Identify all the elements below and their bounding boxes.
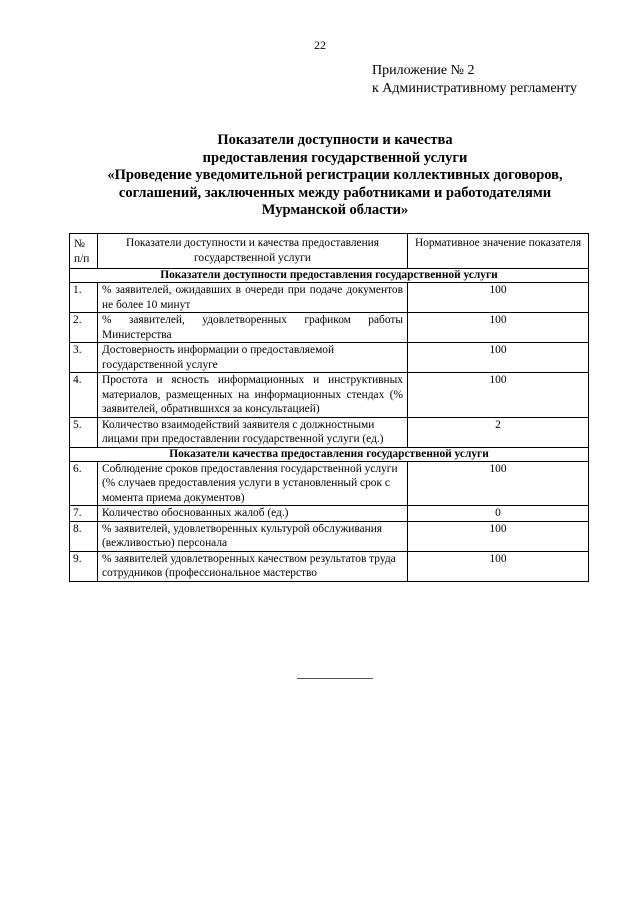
table-row — [70, 373, 589, 418]
row-number: 6. — [70, 461, 98, 506]
row-indicator: Соблюдение сроков предоставления государственной услуги (% случаев предоставления услуги в установленный срок с момента приема документов) — [98, 461, 408, 506]
row-indicator: Количество обоснованных жалоб (ед.) — [98, 506, 408, 522]
table-header-row — [70, 234, 589, 269]
appendix-line-1: Приложение № 2 — [372, 63, 475, 78]
title-line-3: «Проведение уведомительной регистрации коллективных договоров, — [107, 167, 563, 183]
header-normative-value: Нормативное значение показателя — [408, 234, 589, 269]
section-title: Показатели качества предоставления государственной услуги — [70, 447, 589, 461]
row-indicator: % заявителей, удовлетворенных графиком работы Министерства — [98, 313, 408, 343]
table-row — [70, 313, 589, 343]
table-row — [70, 417, 589, 447]
page-number: 22 — [314, 38, 326, 52]
row-number: 2. — [70, 313, 98, 343]
title-line-4: соглашений, заключенных между работниками и работодателями — [118, 184, 552, 201]
header-indicator-name: Показатели доступности и качества предоставления государственной услуги — [98, 234, 408, 269]
row-value: 100 — [408, 283, 589, 313]
row-number: 9. — [70, 551, 98, 581]
row-value: 0 — [408, 506, 589, 522]
appendix-line-2: к Административному регламенту — [372, 81, 577, 96]
title-line-1: Показатели доступности и качества — [217, 132, 453, 148]
appendix-note — [372, 62, 577, 98]
row-value: 100 — [408, 313, 589, 343]
table-row — [70, 283, 589, 313]
title-line-5: Мурманской области» — [261, 202, 409, 218]
row-number: 1. — [70, 283, 98, 313]
header-num: № п/п — [70, 234, 98, 269]
end-rule — [297, 678, 373, 679]
row-value: 100 — [408, 343, 589, 373]
row-indicator: Количество взаимодействий заявителя с должностными лицами при предоставлении государственной услуги (ед.) — [98, 417, 408, 447]
row-indicator: % заявителей удовлетворенных качеством результатов труда сотрудников (профессиональное мастерство — [98, 551, 408, 581]
row-number: 5. — [70, 417, 98, 447]
section-row-quality — [70, 447, 589, 461]
document-title — [70, 132, 600, 220]
row-number: 8. — [70, 521, 98, 551]
table-row — [70, 521, 589, 551]
row-value: 100 — [408, 521, 589, 551]
row-indicator: Достоверность информации о предоставляемой государственной услуге — [98, 343, 408, 373]
indicators-table — [69, 233, 589, 582]
section-row-accessibility — [70, 269, 589, 283]
table-row — [70, 551, 589, 581]
table-row — [70, 343, 589, 373]
table-row — [70, 506, 589, 522]
row-value: 100 — [408, 373, 589, 418]
row-number: 4. — [70, 373, 98, 418]
section-title: Показатели доступности предоставления государственной услуги — [70, 269, 589, 283]
row-number: 7. — [70, 506, 98, 522]
row-indicator: % заявителей, ожидавших в очереди при подаче документов не более 10 минут — [98, 283, 408, 313]
table-row — [70, 461, 589, 506]
title-line-2: предоставления государственной услуги — [202, 149, 468, 166]
row-value: 2 — [408, 417, 589, 447]
row-indicator: % заявителей, удовлетворенных культурой обслуживания (вежливостью) персонала — [98, 521, 408, 551]
row-indicator: Простота и ясность информационных и инструктивных материалов, размещенных на информационных стендах (% заявителей, обратившихся за консультацией) — [98, 373, 408, 418]
row-number: 3. — [70, 343, 98, 373]
row-value: 100 — [408, 551, 589, 581]
row-value: 100 — [408, 461, 589, 506]
